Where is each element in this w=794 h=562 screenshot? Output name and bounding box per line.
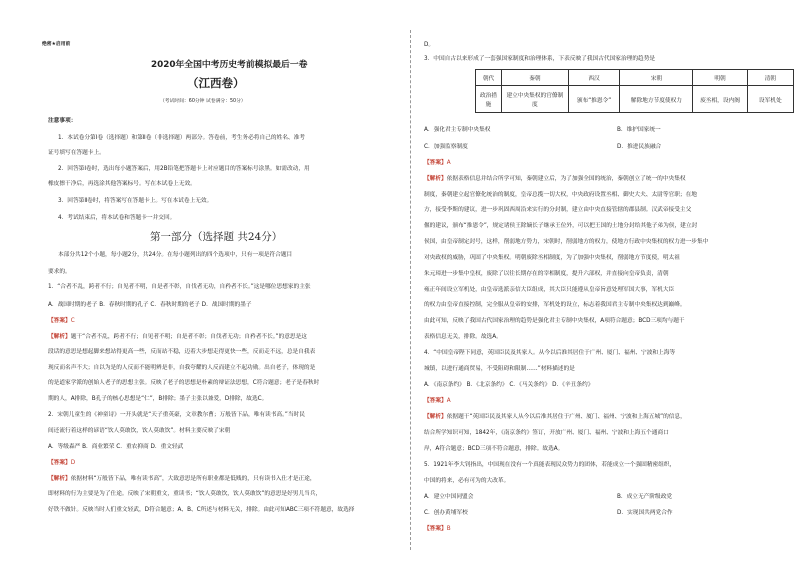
table-cell: 朝代 [476,70,502,86]
option: B．成立无产阶级政党 [617,494,673,500]
question-options: A．《南京条约》 B．《北京条约》 C．《马关条约》 D．《辛丑条约》 [424,382,594,388]
analysis-label: 【解析】 [48,476,71,482]
exam-info: （考试时间：60分钟 试卷满分：50分） [160,99,246,104]
table-cell: 设军机处 [747,86,793,113]
analysis-text: 现反而名声不大；自以为是的人反而不能明辨是非，自我夸耀的人反而建立不起功勋。出自老子，体现的是 [48,365,316,371]
analysis-text: 偃的建议，颁布“推恩令”，规定诸侯王除嫡长子继承王位外，可以把王国的土地分封给其他子弟为侯，建立封 [424,223,698,229]
table-row [476,86,794,113]
question-stem: 5．1921年李大钊指出，中国现在没有一个真能表现民众势力的团体，若能成立一个强固精密组织， [424,462,676,468]
analysis-text: 岸，A符合题意；BCD三项不符合题意，排除。故选A。 [424,446,564,452]
answer-label: 【答案】 [424,160,447,166]
answer-line [48,461,75,467]
analysis-text: 由此可知，反映了我国古代国家治理的趋势是强化君主专制中央集权，A项符合题意；BCD三项均与题干 [424,318,685,324]
analysis-text: 制度，秦朝建立起官僚化统治的制度，皇帝总揽一切大权，中央政府设置丞相、御史大夫、太尉等官职；在地 [424,192,697,198]
analysis-text: 依据题干“英国臣民及其家人从今以后准其居住于广州、厦门、福州、宁波和上海五城”的信息， [446,414,686,420]
analysis-text: 朱元璋进一步集中皇权，废除了以往长期存在的宰相制度，提升六部权，并直接向皇帝负责，清朝 [424,271,669,277]
analysis-label: 【解析】 [424,414,447,420]
table-cell: 宋朝 [620,70,693,86]
option: C．加强监察制度 [424,144,468,150]
analysis-text: 侯国，由皇帝制定封号，这样，削弱地方势力，宋朝时，削弱地方的权力，使地方行政中央集权的权力进一步集中 [424,239,709,245]
analysis-line [424,415,686,421]
note-item: 1．本试卷分第Ⅰ卷（选择题）和第Ⅱ卷（非选择题）两部分。答卷前，考生务必将自己的姓名、准考 [58,135,305,141]
note-item: 3．回答第Ⅱ卷时，将答案写在答题卡上。写在本试卷上无效。 [58,198,213,204]
part1-instruction: 本部分共12个小题，每小题2分，共24分。在每小题列出的四个选项中，只有一项是符合题目 [58,252,293,258]
column-divider [410,30,411,550]
answer-value: A [446,160,451,166]
answer-value: A [446,398,451,404]
question-stem: 2．宋朝儿童生的《神童诗》一开头就是“天子重英豪，文章教尔曹；万般皆下品，唯有读书高。”当时民 [48,412,305,418]
right-column [412,0,794,562]
table-cell: 建立中央集权的官僚制度 [502,86,569,113]
note-item: 4．考试结束后，将本试卷和答题卡一并交回。 [58,215,176,221]
notes-label: 注意事项： [48,118,77,124]
option: C．创办黄埔军校 [424,510,468,516]
answer-label: 【答案】 [424,398,447,404]
answer-value: D [70,460,76,466]
exam-title: 2020年全国中考历史考前模拟最后一卷 [151,60,308,70]
option: A．建立中国同盟会 [424,494,474,500]
question-options: A．战国时期的老子 B．春秋时期的孔子 C．春秋时期的老子 D．战国时期的墨子 [48,302,252,308]
answer-line [424,527,451,533]
analysis-line [424,177,686,183]
question-stem: 间还流行着这样的谚语“饮人莫敢饮，饮人莫敢饮”。材料主要反映了宋朝 [48,428,231,434]
analysis-text: 题干“合者不乱，跨者不行；自见者不明；自是者不彰；自伐者无功；自矜者不长。”的意思是这 [70,334,307,340]
question-stem: 中国的将来，必有可为的大改革。 [424,478,510,484]
option: D．推进民族融合 [617,144,662,150]
table-cell: 西汉 [568,70,620,86]
secret-mark: 绝密★启用前 [42,42,71,47]
analysis-text: 结合所学知识可知，1842年，《南京条约》签订，开放广州、厦门、福州、宁波和上海五个通商口 [424,430,669,436]
analysis-text: 依据表格信息并结合所学可知，秦朝建立后，为了加强全国的统治，秦朝创立了统一的中央集权 [446,176,686,182]
answer-line [424,399,451,405]
table-cell: 废丞相，设内阁 [693,86,747,113]
note-item: 橡皮擦干净后，再选涂其他答案标号。写在本试卷上无效。 [48,181,196,187]
table-cell: 颁布“推恩令” [568,86,620,113]
exam-subtitle: （江西卷） [187,76,245,90]
table-cell: 秦朝 [502,70,569,86]
table-cell: 解除地方节度使权力 [620,86,693,113]
question-options: A．等级森严 B．商业繁荣 C．重农抑商 D．重文轻武 [48,444,184,450]
answer-label: 【答案】 [424,526,447,532]
answer-value: B [446,526,451,532]
analysis-text: 的权力由皇帝直接控制，完全服从皇帝的安排，军机处的设立，标志着我国君主专制中央集权达到巅峰。 [424,302,686,308]
table-cell: 清朝 [747,70,793,86]
analysis-text: 期的人，A排除，B孔子的核心思想是“仁”，B排除；墨子主张以兼爱，D排除，故选C。 [48,396,268,402]
table-cell: 政治措施 [476,86,502,113]
option: A．强化君主专制中央集权 [424,127,491,133]
question-stem: 4．“中国皇帝陛下同意，英国臣民及其家人。从今以后准其居住于广州、厦门、福州、宁波和上海等 [424,350,676,356]
analysis-label: 【解析】 [48,334,71,340]
table-cell: 明朝 [693,70,747,86]
option: B．维护国家统一 [617,127,661,133]
analysis-label: 【解析】 [424,176,447,182]
part1-heading: 第一部分（选择题 共24分） [150,231,283,243]
analysis-text: 雍正年间设立军机处，由皇帝选派亲信大臣组成，其大臣只能遵从皇帝旨意处理军国大事，军机大臣 [424,287,675,293]
analysis-text: 好铁不做针。反映当时人们重文轻武，D符合题意；A、B、C所述与材料无关，排除。由此可知ABC三项不符题意，故选择 [48,507,355,513]
answer-label: 【答案】 [48,318,71,324]
answer-label: 【答案】 [48,460,71,466]
table-header-row [476,70,794,86]
analysis-text: 表格信息无关，排除。故选A。 [424,334,502,340]
analysis-text: D。 [424,42,435,48]
part1-instruction: 要求的。 [48,269,71,275]
option: D．实现国共两党合作 [617,510,673,516]
analysis-line [48,335,307,341]
analysis-text: 即材料的行为主要是为了仕途。反映了宋朝重文，重读书；“饮人莫敢饮，饮人莫敢饮”的意思是好男儿当兵， [48,491,322,497]
dynasty-table [475,69,794,113]
analysis-line [48,477,316,483]
analysis-text: 对央政权的威胁，巩固了中央集权。明朝废除丞相制度，为了加强中央集权，削弱地方节度使，明太祖 [424,255,680,261]
analysis-text: 的是道家学派的创始人老子的思想主张。反映了老子的思想是朴素的辩证法思想，C符合题意；老子是春秋时 [48,380,320,386]
analysis-text: 依据材料“万般皆下品，唯有读书高”，大致意思是所有职业都是低贱的，只有读书入仕才是正途， [70,476,316,482]
answer-line [48,319,75,325]
question-stem: 1．“合者不乱，跨者不行；自见者不明，自是者不彰，自伐者无功，自矜者不长。”这是哪位思想家的主张 [48,284,311,290]
question-stem: 3．中国自古以来形成了一套强国家制度和治理体系，下表反映了我国古代国家治理的趋势是 [424,56,656,62]
note-item: 证号填写在答题卡上。 [48,150,105,156]
analysis-text: 段话的意思是想起脚来想站得更高一些，反而站不稳，迈着大步想走得更快一些，反而走不远，总是自我表 [48,349,316,355]
analysis-text: 方，接受李斯的建议，进一步巩固西周沿来实行的分封制，建立由中央直接管辖的郡县制。汉武帝接受主父 [424,207,692,213]
answer-value: C [70,318,75,324]
answer-line [424,161,451,167]
question-stem: 城镇，以进行通商贸易，不受阻碍和限制……”材料描述的是 [424,366,575,372]
note-item: 2．回答第Ⅰ卷时，选出每小题答案后，用2B铅笔把答题卡上对应题目的答案标号涂黑。如需改动，用 [58,166,310,172]
